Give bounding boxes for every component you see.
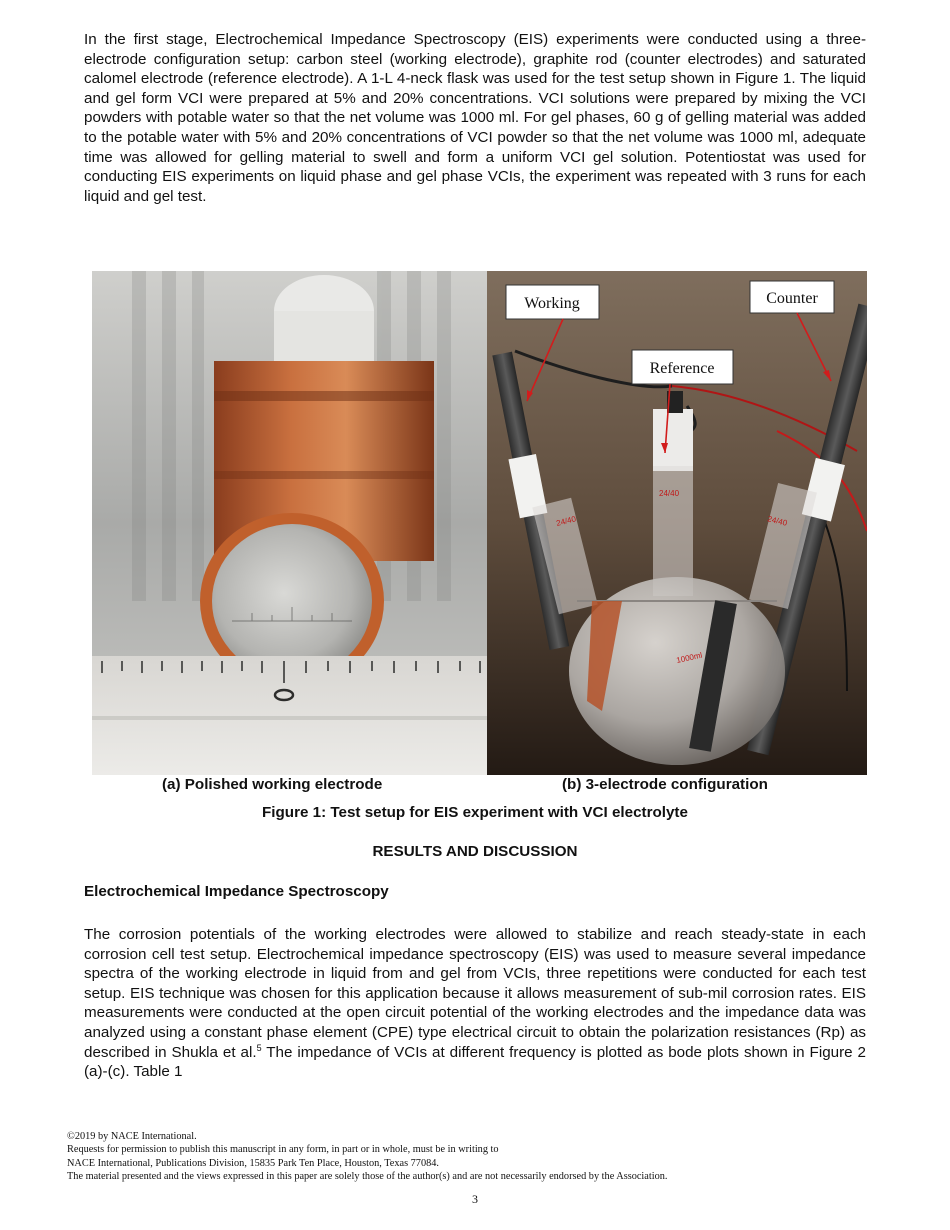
footer-line-2: Requests for permission to publish this manuscript in any form, in part or in whole, must be in writing to bbox=[67, 1144, 499, 1156]
footer-line-4: The material presented and the views expressed in this paper are solely those of the author(s) and are not necessarily endorsed by the Association. bbox=[67, 1171, 668, 1183]
callout-counter-label: Counter bbox=[766, 290, 818, 307]
footer-copyright: ©2019 by NACE International. bbox=[67, 1131, 197, 1142]
figure-a-caption: (a) Polished working electrode bbox=[162, 776, 383, 793]
figure-b-caption: (b) 3-electrode configuration bbox=[562, 776, 768, 793]
page-number: 3 bbox=[472, 1192, 478, 1206]
figure-b-photo bbox=[487, 271, 867, 775]
neck-label-center: 24/40 bbox=[659, 489, 680, 498]
reference-superscript: 5 bbox=[256, 1042, 262, 1053]
figure-caption: Figure 1: Test setup for EIS experiment with VCI electrolyte bbox=[262, 804, 688, 821]
neck-label-right: 24/40 bbox=[766, 514, 789, 528]
callout-working-label: Working bbox=[524, 295, 580, 312]
figure-a-photo bbox=[92, 271, 487, 775]
footer-line-3: NACE International, Publications Division, 15835 Park Ten Place, Houston, Texas 77084. bbox=[67, 1157, 439, 1169]
eis-paragraph-text-after: The impedance of VCIs at different frequency is plotted as bode plots shown in Figure 2 (a)-(c). Table 1 bbox=[84, 1043, 866, 1081]
section-heading: RESULTS AND DISCUSSION bbox=[372, 843, 578, 860]
eis-paragraph-text: The corrosion potentials of the working electrodes were allowed to stabilize and reach steady-state in each corrosion cell test setup. Electrochemical impedance spectroscopy (EIS) was used to measure several impedance spectra of the working electrode in liquid from and gel from VCIs, three repetitions were conducted for each test setup. EIS technique was chosen for this application because it allows measurement of sub-mil corrosion rates. EIS measurements were conducted at the open circuit potential of the working electrodes and the impedance data was analyzed using a constant phase element (CPE) type electrical circuit to obtain the polarization resistances (Rp) as described in Shukla et al. bbox=[84, 926, 866, 1061]
callout-reference-label: Reference bbox=[649, 360, 715, 377]
volume-mark: 1000ml bbox=[675, 650, 704, 665]
intro-paragraph: In the first stage, Electrochemical Impedance Spectroscopy (EIS) experiments were conducted using a three-electrode configuration setup: carbon steel (working electrode), graphite rod (counter electrodes) and saturated calomel electrode (reference electrode). A 1-L 4-neck flask was used for the test setup shown in Figure 1. The liquid and gel form VCI were prepared at 5% and 20% concentrations. VCI solutions were prepared by mixing the VCI powders with potable water so that the net volume was 1000 ml. For gel phases, 60 g of gelling material was added to the potable water with 5% and 20% concentrations of VCI powder so that the net volume was 1000 ml, adequate time was allowed for gelling material to swell and form a uniform VCI gel solution. Potentiostat was used for conducting EIS experiments on liquid phase and gel phase VCIs, the experiment was repeated with 3 runs for each liquid and gel test. bbox=[84, 31, 866, 205]
subsection-heading: Electrochemical Impedance Spectroscopy bbox=[84, 883, 389, 900]
eis-paragraph bbox=[84, 925, 866, 1082]
neck-label-left: 24/40 bbox=[555, 514, 577, 528]
footer bbox=[67, 1130, 667, 1184]
